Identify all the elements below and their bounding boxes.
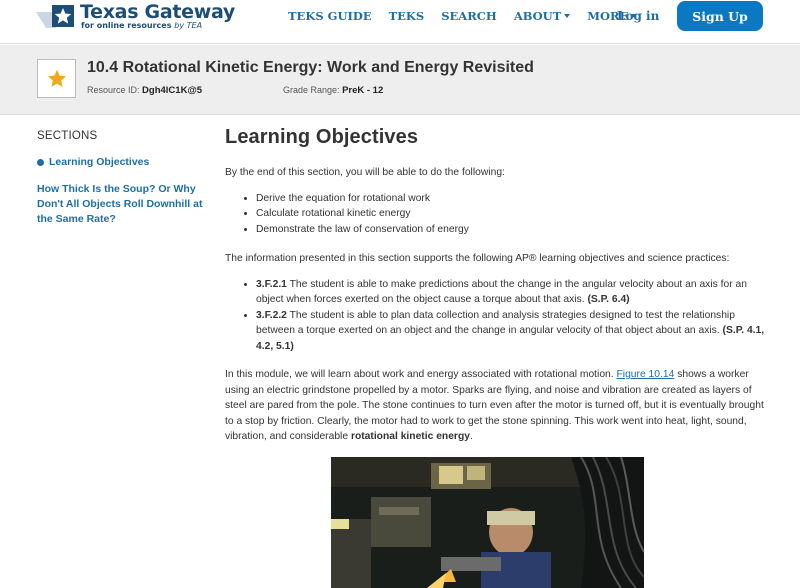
module-text: In this module, we will learn about work and energy associated with rotational motion. <box>225 369 617 380</box>
ap-code: 3.F.2.1 <box>256 278 287 290</box>
module-text: shows a worker using an electric grindstone propelled by a motor. Sparks are flying, and noise and vibration are created as layers of steel are pared from the pole. The stone continues to turn even after the motor is turned off, but it is eventually brought to a stop by friction. Clearly, the motor had to work to get the stone spinning. This work went into heat, light, sound, vibration, and considerable <box>225 369 764 442</box>
resource-header <box>0 45 800 115</box>
ap-objective-item <box>256 277 768 308</box>
ap-practice: (S.P. 4.1, 4.2, 5.1) <box>256 325 765 352</box>
nav-teks[interactable]: TEKS <box>388 9 425 23</box>
brand-subtitle: for online resources by TEA <box>81 21 203 30</box>
ap-intro-text: The information presented in this section supports the following AP® learning objectives and science practices: <box>225 253 730 264</box>
figure-link[interactable]: Figure 10.14 <box>616 369 675 380</box>
nav-about-label: ABOUT <box>513 9 562 23</box>
ap-practice: (S.P. 6.4) <box>587 294 630 305</box>
texas-star-logo-icon <box>36 2 74 28</box>
objective-item: • Derive the equation for rotational work <box>256 191 768 207</box>
grade-range <box>283 85 383 96</box>
nav-search[interactable]: SEARCH <box>441 9 497 23</box>
top-navigation <box>0 0 800 44</box>
signup-button[interactable]: Sign Up <box>677 1 763 31</box>
objective-item: • Calculate rotational kinetic energy <box>256 206 768 222</box>
sections-heading: SECTIONS <box>37 130 98 142</box>
grade-range-label: Grade Range: <box>283 85 340 95</box>
login-link[interactable]: Log in <box>617 9 660 23</box>
ap-text: The student is able to make predictions about the change in the angular velocity about an axis for an object when forces exerted on the object cause a torque about that axis. <box>256 278 747 305</box>
section-heading: Learning Objectives <box>225 126 419 148</box>
intro-text: By the end of this section, you will be able to do the following: <box>225 167 505 178</box>
module-text: . <box>469 431 473 442</box>
grade-range-value: PreK - 12 <box>342 85 384 96</box>
module-paragraph <box>225 367 768 445</box>
nav-links <box>288 9 654 23</box>
resource-title: 10.4 Rotational Kinetic Energy: Work and Energy Revisited <box>87 59 534 76</box>
resource-id-label: Resource ID: <box>87 85 140 95</box>
sections-sidebar <box>37 130 207 227</box>
module-bold-term: rotational kinetic energy <box>350 431 470 442</box>
favorite-button[interactable] <box>37 59 76 98</box>
ap-code: 3.F.2.2 <box>256 309 287 321</box>
star-icon <box>47 69 67 88</box>
objective-item: • Demonstrate the law of conservation of energy <box>256 222 768 238</box>
nav-more-label: MORE <box>587 9 629 23</box>
nav-teks-guide[interactable]: TEKS GUIDE <box>288 9 372 23</box>
sidebar-item-how-thick-is-the-soup[interactable]: How Thick Is the Soup? Or Why Don't All Objects Roll Downhill at the Same Rate? <box>37 183 203 225</box>
active-dot-icon <box>37 159 44 166</box>
ap-objective-item <box>256 308 768 355</box>
sidebar-item-learning-objectives[interactable] <box>37 155 207 170</box>
ap-text: The student is able to plan data collection and analysis strategies designed to test the relationship between a torque exerted on an object and the change in angular velocity of that object about an axis. <box>256 309 735 336</box>
caret-down-icon <box>564 14 570 18</box>
resource-id <box>87 85 202 96</box>
main-content <box>225 126 768 445</box>
objectives-list <box>256 191 768 238</box>
resource-id-value: Dgh4lC1K@5 <box>142 85 202 96</box>
grindstone-photo <box>331 457 644 588</box>
ap-objectives-list <box>256 277 768 355</box>
nav-about[interactable] <box>514 9 570 23</box>
sidebar-item-label: Learning Objectives <box>49 156 150 168</box>
brand-title: Texas Gateway <box>80 1 235 23</box>
